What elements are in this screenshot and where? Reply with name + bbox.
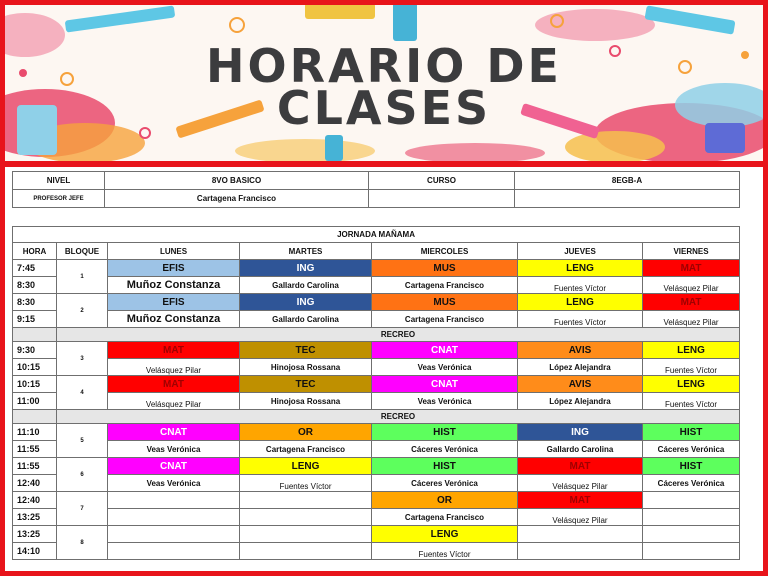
teacher-cell: Fuentes Víctor [372,543,518,560]
teacher-cell: Hinojosa Rossana [240,393,372,410]
subject-cell: OR [240,424,372,441]
recreo-label: RECREO [57,328,740,342]
block-row-top [13,458,740,475]
block-row-bottom [13,441,740,458]
bloque-number: 4 [57,376,108,410]
subject-cell: HIST [643,458,740,475]
end-time: 13:25 [13,509,57,526]
end-time: 10:15 [13,359,57,376]
bloque-number: 2 [57,294,108,328]
subject-cell: MAT [643,294,740,311]
teacher-cell: Veas Verónica [372,359,518,376]
profesor-label: PROFESOR JEFE [13,190,105,208]
banner [5,5,763,161]
teacher-cell [643,509,740,526]
subject-cell: HIST [372,424,518,441]
schedule-table [12,226,740,560]
subject-cell: CNAT [108,424,240,441]
subject-cell: LENG [643,376,740,393]
subject-cell [643,526,740,543]
subject-cell: MAT [643,260,740,277]
teacher-cell [108,543,240,560]
subject-cell [643,492,740,509]
nivel-label: NIVEL [13,172,105,190]
block-row-bottom [13,509,740,526]
teacher-cell: López Alejandra [518,393,643,410]
subject-cell: HIST [372,458,518,475]
subject-cell: LENG [518,260,643,277]
block-row-bottom [13,475,740,492]
page-title-line-2: CLASES [276,81,492,135]
subject-cell [108,492,240,509]
start-time: 7:45 [13,260,57,277]
end-time: 8:30 [13,277,57,294]
subject-cell: MUS [372,260,518,277]
end-time: 12:40 [13,475,57,492]
subject-cell: TEC [240,376,372,393]
teacher-cell: Gallardo Carolina [240,311,372,328]
block-row-top [13,294,740,311]
teacher-cell: Cartagena Francisco [372,509,518,526]
jornada-title: JORNADA MAÑAMA [13,227,740,243]
teacher-cell: Cáceres Verónica [643,441,740,458]
subject-cell: ING [518,424,643,441]
teacher-cell [240,543,372,560]
subject-cell: OR [372,492,518,509]
bloque-number: 6 [57,458,108,492]
page-title-line-1: HORARIO DE [206,39,562,93]
bloque-number: 7 [57,492,108,526]
start-time: 11:55 [13,458,57,475]
block-row-bottom [13,311,740,328]
teacher-cell [518,543,643,560]
teacher-cell: Cáceres Verónica [372,475,518,492]
teacher-cell: Velásquez Pilar [108,359,240,376]
curso-label: CURSO [369,172,515,190]
recreo-label: RECREO [57,410,740,424]
teacher-cell [643,543,740,560]
teacher-cell: Fuentes Víctor [643,359,740,376]
start-time: 12:40 [13,492,57,509]
subject-cell: ING [240,260,372,277]
block-row-top [13,342,740,359]
subject-cell: TEC [240,342,372,359]
divider [5,161,763,167]
start-time: 13:25 [13,526,57,543]
header-row [13,243,740,260]
day-header: JUEVES [518,243,643,260]
teacher-cell: Cartagena Francisco [372,311,518,328]
subject-cell: HIST [643,424,740,441]
subject-cell: MAT [108,376,240,393]
teacher-cell: Fuentes Víctor [518,277,643,294]
profesor-value: Cartagena Francisco [105,190,369,208]
subject-cell: AVIS [518,342,643,359]
end-time: 14:10 [13,543,57,560]
teacher-cell: Cáceres Verónica [643,475,740,492]
subject-cell: LENG [372,526,518,543]
day-header: MIERCOLES [372,243,518,260]
start-time: 11:10 [13,424,57,441]
teacher-cell: López Alejandra [518,359,643,376]
subject-cell [240,492,372,509]
recreo-row [13,410,740,424]
subject-cell: MAT [108,342,240,359]
block-row-top [13,376,740,393]
block-row-bottom [13,277,740,294]
end-time: 9:15 [13,311,57,328]
block-row-bottom [13,393,740,410]
teacher-cell: Cartagena Francisco [240,441,372,458]
end-time: 11:00 [13,393,57,410]
info-empty-cell [515,190,740,208]
teacher-cell: Fuentes Víctor [518,311,643,328]
teacher-cell: Cartagena Francisco [372,277,518,294]
teacher-cell: Muñoz Constanza [108,277,240,294]
teacher-cell: Velásquez Pilar [643,311,740,328]
recreo-spacer [13,328,57,342]
teacher-cell: Veas Verónica [372,393,518,410]
subject-cell: LENG [518,294,643,311]
end-time: 11:55 [13,441,57,458]
subject-cell: LENG [240,458,372,475]
teacher-cell: Fuentes Víctor [643,393,740,410]
subject-cell: CNAT [372,376,518,393]
subject-cell: MAT [518,458,643,475]
info-empty-cell [369,190,515,208]
jornada-row [13,227,740,243]
subject-cell: MAT [518,492,643,509]
teacher-cell: Muñoz Constanza [108,311,240,328]
teacher-cell [108,509,240,526]
teacher-cell: Gallardo Carolina [240,277,372,294]
block-row-top [13,260,740,277]
subject-cell [240,526,372,543]
recreo-row [13,328,740,342]
teacher-cell: Velásquez Pilar [108,393,240,410]
teacher-cell: Cáceres Verónica [372,441,518,458]
teacher-cell: Veas Verónica [108,475,240,492]
block-row-top [13,526,740,543]
bloque-header: BLOQUE [57,243,108,260]
subject-cell: ING [240,294,372,311]
bloque-number: 1 [57,260,108,294]
subject-cell [108,526,240,543]
day-header: LUNES [108,243,240,260]
start-time: 8:30 [13,294,57,311]
subject-cell: CNAT [372,342,518,359]
block-row-top [13,424,740,441]
subject-cell: MUS [372,294,518,311]
subject-cell: EFIS [108,294,240,311]
nivel-value: 8VO BASICO [105,172,369,190]
hora-header: HORA [13,243,57,260]
teacher-cell: Veas Verónica [108,441,240,458]
bloque-number: 3 [57,342,108,376]
subject-cell: AVIS [518,376,643,393]
course-info-table [12,171,740,208]
bloque-number: 8 [57,526,108,560]
subject-cell: CNAT [108,458,240,475]
start-time: 9:30 [13,342,57,359]
curso-value: 8EGB-A [515,172,740,190]
teacher-cell [240,509,372,526]
subject-cell: EFIS [108,260,240,277]
block-row-bottom [13,359,740,376]
day-header: MARTES [240,243,372,260]
subject-cell: LENG [643,342,740,359]
teacher-cell: Velásquez Pilar [643,277,740,294]
start-time: 10:15 [13,376,57,393]
teacher-cell: Hinojosa Rossana [240,359,372,376]
bloque-number: 5 [57,424,108,458]
day-header: VIERNES [643,243,740,260]
teacher-cell: Gallardo Carolina [518,441,643,458]
teacher-cell: Fuentes Víctor [240,475,372,492]
teacher-cell: Velásquez Pilar [518,509,643,526]
recreo-spacer [13,410,57,424]
block-row-top [13,492,740,509]
block-row-bottom [13,543,740,560]
teacher-cell: Velásquez Pilar [518,475,643,492]
subject-cell [518,526,643,543]
